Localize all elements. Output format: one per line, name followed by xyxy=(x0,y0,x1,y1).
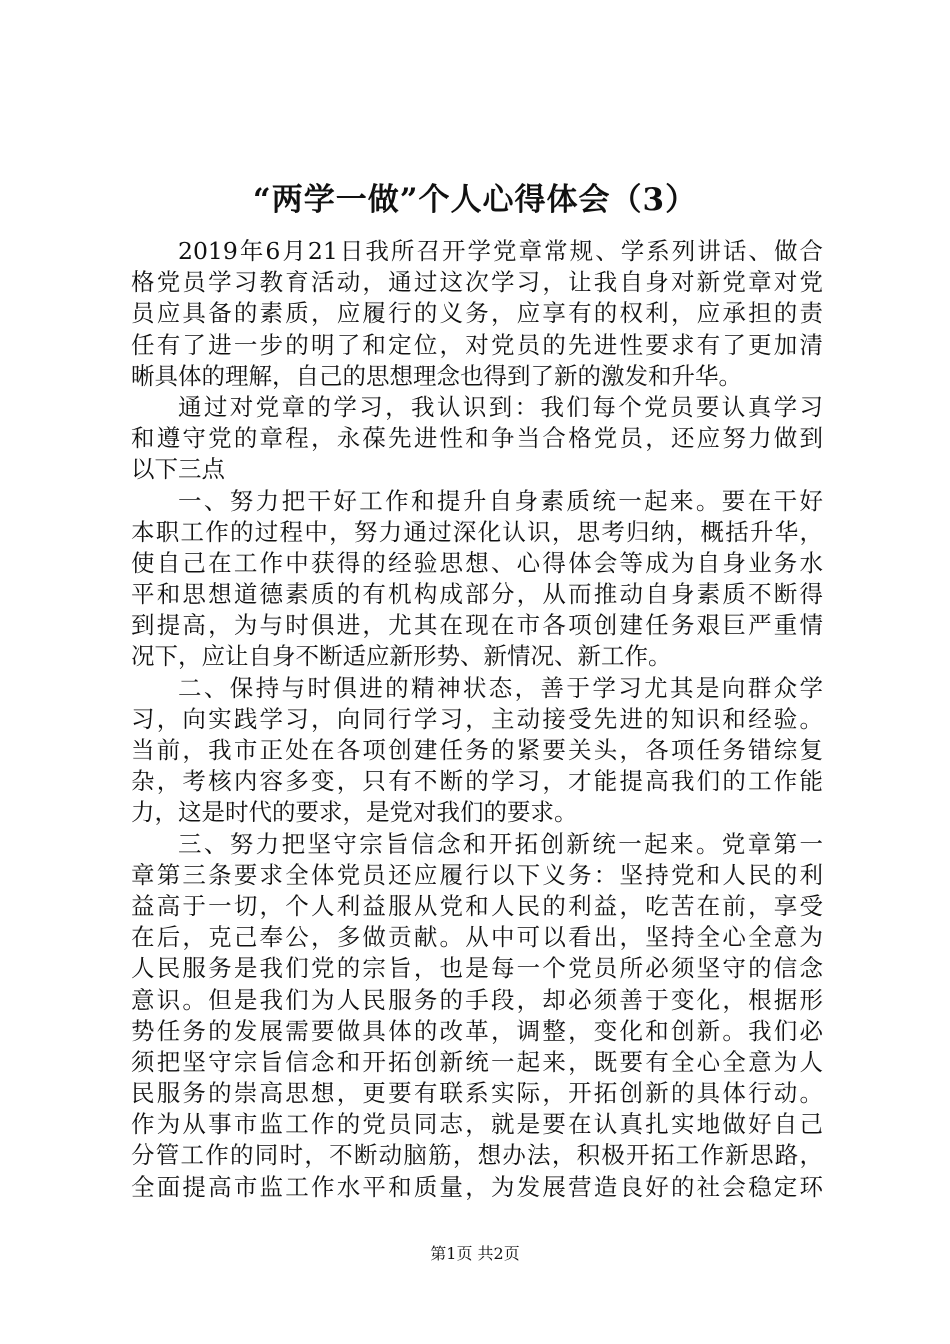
text-line: 益高于一切，个人利益服从党和人民的利益，吃苦在前，享受 xyxy=(131,891,823,920)
text-line: 和遵守党的章程，永葆先进性和争当合格党员，还应努力做到 xyxy=(131,424,823,453)
text-line: 势任务的发展需要做具体的改革，调整，变化和创新。我们必 xyxy=(131,1016,823,1045)
text-line: 通过对党章的学习，我认识到：我们每个党员要认真学习 xyxy=(178,392,823,421)
text-line: 2019年6月21日我所召开学党章常规、学系列讲话、做合 xyxy=(178,237,823,265)
text-line: 杂，考核内容多变，只有不断的学习，才能提高我们的工作能 xyxy=(131,767,823,796)
text-line: 当前，我市正处在各项创建任务的紧要关头，各项任务错综复 xyxy=(131,736,823,764)
text-line: 员应具备的素质，应履行的义务，应享有的权利，应承担的责 xyxy=(131,299,823,328)
text-line: 到提高，为与时俱进，尤其在现在市各项创建任务艰巨严重情 xyxy=(131,611,823,640)
text-line: 意识。但是我们为人民服务的手段，却必须善于变化，根据形 xyxy=(131,985,823,1014)
text-line: 格党员学习教育活动，通过这次学习，让我自身对新党章对党 xyxy=(131,268,823,297)
text-line: 三、努力把坚守宗旨信念和开拓创新统一起来。党章第一 xyxy=(178,829,823,858)
text-line: 须把坚守宗旨信念和开拓创新统一起来，既要有全心全意为人 xyxy=(131,1047,823,1076)
text-line: 章第三条要求全体党员还应履行以下义务：坚持党和人民的利 xyxy=(131,860,823,889)
text-line: 况下，应让自身不断适应新形势、新情况、新工作。 xyxy=(131,642,672,671)
text-line: 平和思想道德素质的有机构成部分，从而推动自身素质不断得 xyxy=(131,580,823,609)
document-body xyxy=(131,236,823,1203)
text-line: 民服务的崇高思想，更要有联系实际，开拓创新的具体行动。 xyxy=(131,1079,823,1108)
text-line: 以下三点 xyxy=(131,455,225,484)
text-line: 人民服务是我们党的宗旨，也是每一个党员所必须坚守的信念 xyxy=(131,954,823,983)
document-title: “两学一做”个人心得体会（3） xyxy=(252,182,698,218)
text-line: 全面提高市监工作水平和质量，为发展营造良好的社会稳定环 xyxy=(131,1172,823,1201)
text-line: 任有了进一步的明了和定位，对党员的先进性要求有了更加清 xyxy=(131,330,823,359)
text-line: 使自己在工作中获得的经验思想、心得体会等成为自身业务水 xyxy=(131,548,823,577)
text-line: 一、努力把干好工作和提升自身素质统一起来。要在干好 xyxy=(178,486,823,515)
page-footer: 第1页 共2页 xyxy=(430,1244,520,1263)
text-line: 在后，克己奉公，多做贡献。从中可以看出，坚持全心全意为 xyxy=(131,923,823,952)
text-line: 分管工作的同时，不断动脑筋，想办法，积极开拓工作新思路， xyxy=(131,1141,823,1170)
text-line: 习，向实践学习，向同行学习，主动接受先进的知识和经验。 xyxy=(131,704,823,733)
text-line: 本职工作的过程中，努力通过深化认识，思考归纳，概括升华， xyxy=(131,517,823,546)
text-line: 力，这是时代的要求，是党对我们的要求。 xyxy=(131,798,578,827)
text-line: 晰具体的理解，自己的思想理念也得到了新的激发和升华。 xyxy=(131,361,742,390)
text-line: 作为从事市监工作的党员同志，就是要在认真扎实地做好自己 xyxy=(131,1110,823,1139)
text-line: 二、保持与时俱进的精神状态，善于学习尤其是向群众学 xyxy=(178,673,823,702)
